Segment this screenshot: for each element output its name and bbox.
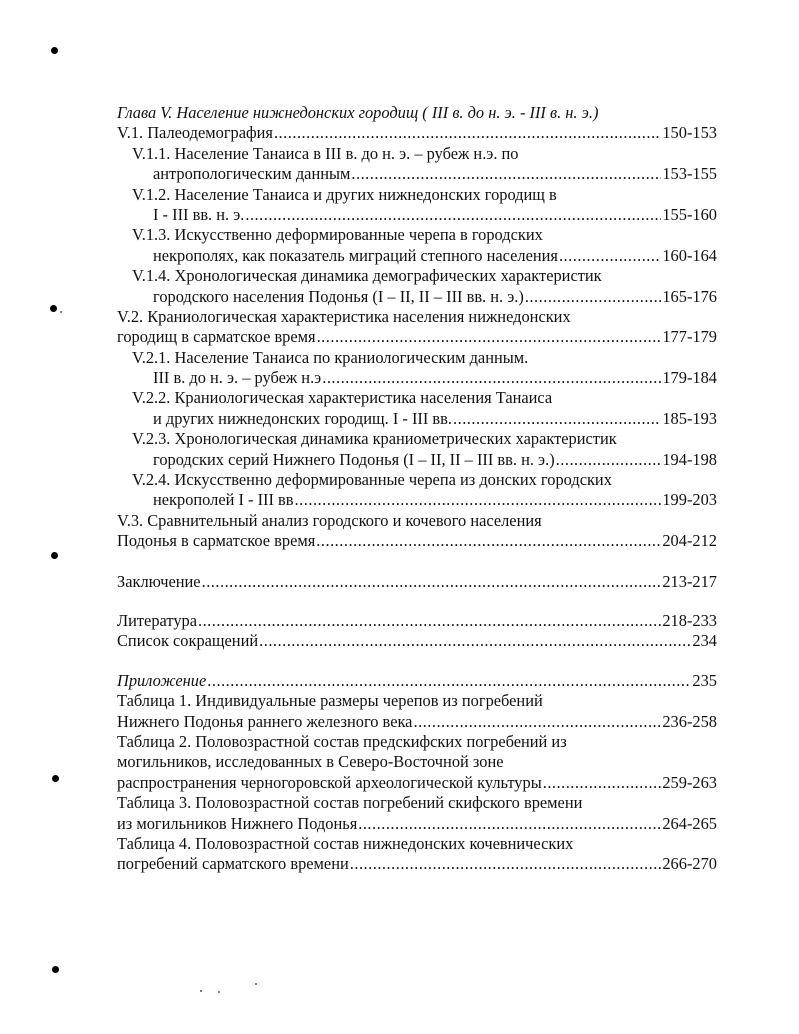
page-number: 185-193 bbox=[662, 408, 717, 428]
margin-dot bbox=[52, 966, 59, 973]
page-number: 266-270 bbox=[662, 854, 717, 874]
toc-entry: V.2.4. Искусственно деформированные черепа из донских городских bbox=[132, 470, 612, 490]
toc-entry-cont: Подонья в сарматское время ..... 204-212 bbox=[117, 531, 717, 551]
page-number: 199-203 bbox=[662, 490, 717, 510]
toc-entry-cont: распространения черногоровской археологической культуры ..... 259-263 bbox=[117, 773, 717, 793]
toc-entry: V.2.2. Краниологическая характеристика населения Танаиса bbox=[132, 388, 553, 408]
toc-entry-table: Таблица 2. Половозрастной состав предскифских погребений из bbox=[117, 731, 567, 751]
toc-entry: V.3. Сравнительный анализ городского и кочевого населения bbox=[117, 510, 542, 530]
page-number: 155-160 bbox=[662, 204, 717, 224]
page-number: 150-153 bbox=[662, 123, 717, 143]
toc-entry-cont: могильников, исследованных в Северо-Восточной зоне bbox=[117, 752, 504, 772]
toc-entry-cont: антропологическим данным ..... 153-155 bbox=[117, 164, 717, 184]
toc-entry: V.1. Палеодемография ..... 150-153 bbox=[117, 123, 717, 143]
page-number: 179-184 bbox=[662, 368, 717, 388]
toc-entry-cont: некрополях, как показатель миграций степного населения ..... 160-164 bbox=[117, 246, 717, 266]
page-number: 235 bbox=[692, 670, 717, 690]
toc-entry-cont: некрополей I - III вв ..... 199-203 bbox=[117, 490, 717, 510]
page-number: 153-155 bbox=[662, 164, 717, 184]
page-number: 234 bbox=[692, 631, 717, 651]
toc-entry: V.2. Краниологическая характеристика населения нижнедонских bbox=[117, 306, 571, 326]
page-number: 160-164 bbox=[662, 245, 717, 265]
toc-entry-abbreviations: Список сокращений ..... 234 bbox=[117, 631, 717, 651]
page-number: 236-258 bbox=[662, 711, 717, 731]
toc-entry-cont: погребений сарматского времени ..... 266-270 bbox=[117, 854, 717, 874]
toc-entry-literature: Литература ..... 218-233 bbox=[117, 611, 717, 631]
page-number: 213-217 bbox=[662, 571, 717, 591]
page-number: 204-212 bbox=[662, 531, 717, 551]
page-number: 264-265 bbox=[662, 813, 717, 833]
page-number: 218-233 bbox=[662, 610, 717, 630]
toc-entry: V.1.1. Население Танаиса в III в. до н. э. – рубеж н.э. по bbox=[132, 143, 519, 163]
toc-entry: V.1.4. Хронологическая динамика демографических характеристик bbox=[132, 266, 602, 286]
toc-entry: V.1.2. Население Танаиса и других нижнедонских городищ в bbox=[132, 184, 557, 204]
toc-entry-table: Таблица 1. Индивидуальные размеры черепов из погребений bbox=[117, 691, 543, 711]
margin-dot bbox=[51, 47, 58, 54]
scan-speck bbox=[200, 990, 202, 992]
scan-speck bbox=[218, 991, 220, 993]
toc-entry: V.1.3. Искусственно деформированные черепа в городских bbox=[132, 225, 543, 245]
toc-entry-cont: Нижнего Подонья раннего железного века ..... 236-258 bbox=[117, 712, 717, 732]
toc-entry: V.2.1. Население Танаиса по краниологическим данным. bbox=[132, 347, 529, 367]
toc-entry-cont: и других нижнедонских городищ. I - III вв. ..... 185-193 bbox=[117, 409, 717, 429]
margin-dot bbox=[50, 305, 57, 312]
chapter-heading: Глава V. Население нижнедонских городищ ( III в. до н. э. - III в. н. э.) bbox=[117, 103, 599, 122]
page-number: 177-179 bbox=[662, 327, 717, 347]
toc-entry-cont: из могильников Нижнего Подонья ..... 264-265 bbox=[117, 814, 717, 834]
toc-entry-cont: городских серий Нижнего Подонья (I – II, II – III вв. н. э.) ..... 194-198 bbox=[117, 450, 717, 470]
margin-dot bbox=[52, 775, 59, 782]
toc-entry-cont: городищ в сарматское время ..... 177-179 bbox=[117, 327, 717, 347]
toc-entry-appendix: Приложение ..... 235 bbox=[117, 671, 717, 691]
page-number: 259-263 bbox=[662, 772, 717, 792]
toc-entry-table: Таблица 3. Половозрастной состав погребений скифского времени bbox=[117, 793, 583, 813]
toc-entry-table: Таблица 4. Половозрастной состав нижнедонских кочевнических bbox=[117, 833, 574, 853]
toc-entry-conclusion: Заключение ..... 213-217 bbox=[117, 572, 717, 592]
table-of-contents bbox=[117, 103, 717, 875]
toc-entry-cont: I - III вв. н. э. ..... 155-160 bbox=[117, 205, 717, 225]
toc-entry-cont: III в. до н. э. – рубеж н.э ..... 179-184 bbox=[117, 368, 717, 388]
page-number: 194-198 bbox=[662, 449, 717, 469]
toc-entry-cont: городского населения Подонья (I – II, II – III вв. н. э.) ..... 165-176 bbox=[117, 287, 717, 307]
scan-speck bbox=[60, 311, 62, 313]
scan-speck bbox=[255, 983, 257, 985]
margin-dot bbox=[51, 552, 58, 559]
page-number: 165-176 bbox=[662, 286, 717, 306]
toc-entry: V.2.3. Хронологическая динамика краниометрических характеристик bbox=[132, 429, 617, 449]
